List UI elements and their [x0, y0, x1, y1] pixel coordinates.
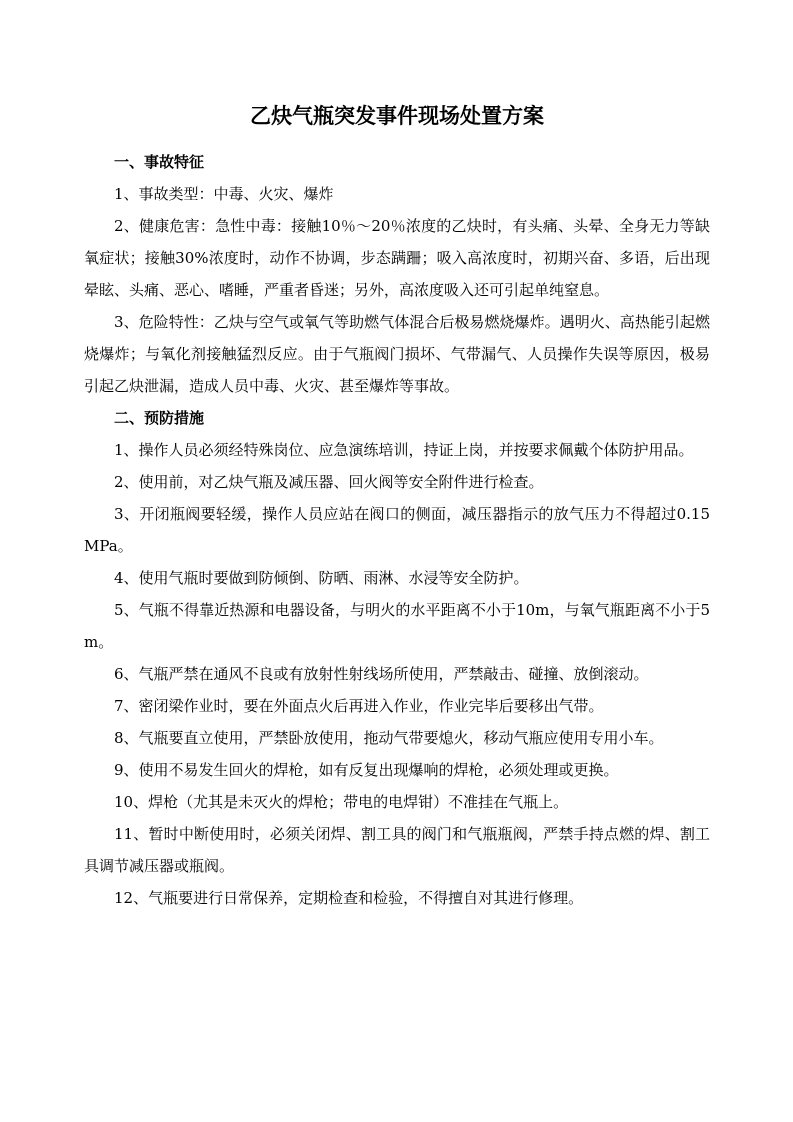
section-preventive-measures — [84, 402, 710, 914]
paragraph: 7、密闭梁作业时，要在外面点火后再进入作业，作业完毕后要移出气带。 — [114, 697, 604, 715]
paragraph: 3、开闭瓶阀要轻缓，操作人员应站在阀口的侧面，减压器指示的放气压力不得超过0.15MPa。 — [84, 505, 710, 555]
paragraph: 1、操作人员必须经特殊岗位、应急演练培训，持证上岗，并按要求佩戴个体防护用品。 — [114, 441, 694, 459]
paragraph: 12、气瓶要进行日常保养，定期检查和检验，不得擅自对其进行修理。 — [114, 889, 584, 907]
paragraph: 1、事故类型：中毒、火灾、爆炸 — [114, 185, 334, 203]
section-accident-characteristics — [84, 146, 710, 402]
paragraph: 6、气瓶严禁在通风不良或有放射性射线场所使用，严禁敲击、碰撞、放倒滚动。 — [114, 665, 649, 683]
paragraph: 4、使用气瓶时要做到防倾倒、防晒、雨淋、水浸等安全防护。 — [114, 569, 529, 587]
document-body — [84, 146, 710, 914]
paragraph: 3、危险特性：乙炔与空气或氧气等助燃气体混合后极易燃烧爆炸。遇明火、高热能引起燃烧爆炸；与氧化剂接触猛烈反应。由于气瓶阀门损坏、气带漏气、人员操作失误等原因，极易引起乙炔泄漏，造成人员中毒、火灾、甚至爆炸等事故。 — [84, 313, 710, 395]
paragraph: 2、使用前，对乙炔气瓶及减压器、回火阀等安全附件进行检查。 — [114, 473, 544, 491]
paragraph: 8、气瓶要直立使用，严禁卧放使用，拖动气带要熄火，移动气瓶应使用专用小车。 — [114, 729, 664, 747]
paragraph: 5、气瓶不得靠近热源和电器设备，与明火的水平距离不小于10m，与氧气瓶距离不小于5m。 — [84, 601, 710, 651]
section-heading: 二、预防措施 — [114, 409, 205, 427]
section-heading: 一、事故特征 — [114, 153, 205, 171]
paragraph: 10、焊枪（尤其是未灭火的焊枪；带电的电焊钳）不准挂在气瓶上。 — [114, 793, 569, 811]
document-title: 乙炔气瓶突发事件现场处置方案 — [250, 103, 544, 128]
paragraph: 2、健康危害：急性中毒：接触10％～20％浓度的乙炔时，有头痛、头晕、全身无力等缺氧症状；接触30%浓度时，动作不协调，步态蹒跚；吸入高浓度时，初期兴奋、多语，后出现晕眩、头痛、恶心、嗜睡，严重者昏迷；另外，高浓度吸入还可引起单纯窒息。 — [84, 217, 710, 299]
paragraph: 11、暂时中断使用时，必须关闭焊、割工具的阀门和气瓶瓶阀，严禁手持点燃的焊、割工具调节减压器或瓶阀。 — [84, 825, 710, 875]
paragraph: 9、使用不易发生回火的焊枪，如有反复出现爆响的焊枪，必须处理或更换。 — [114, 761, 619, 779]
